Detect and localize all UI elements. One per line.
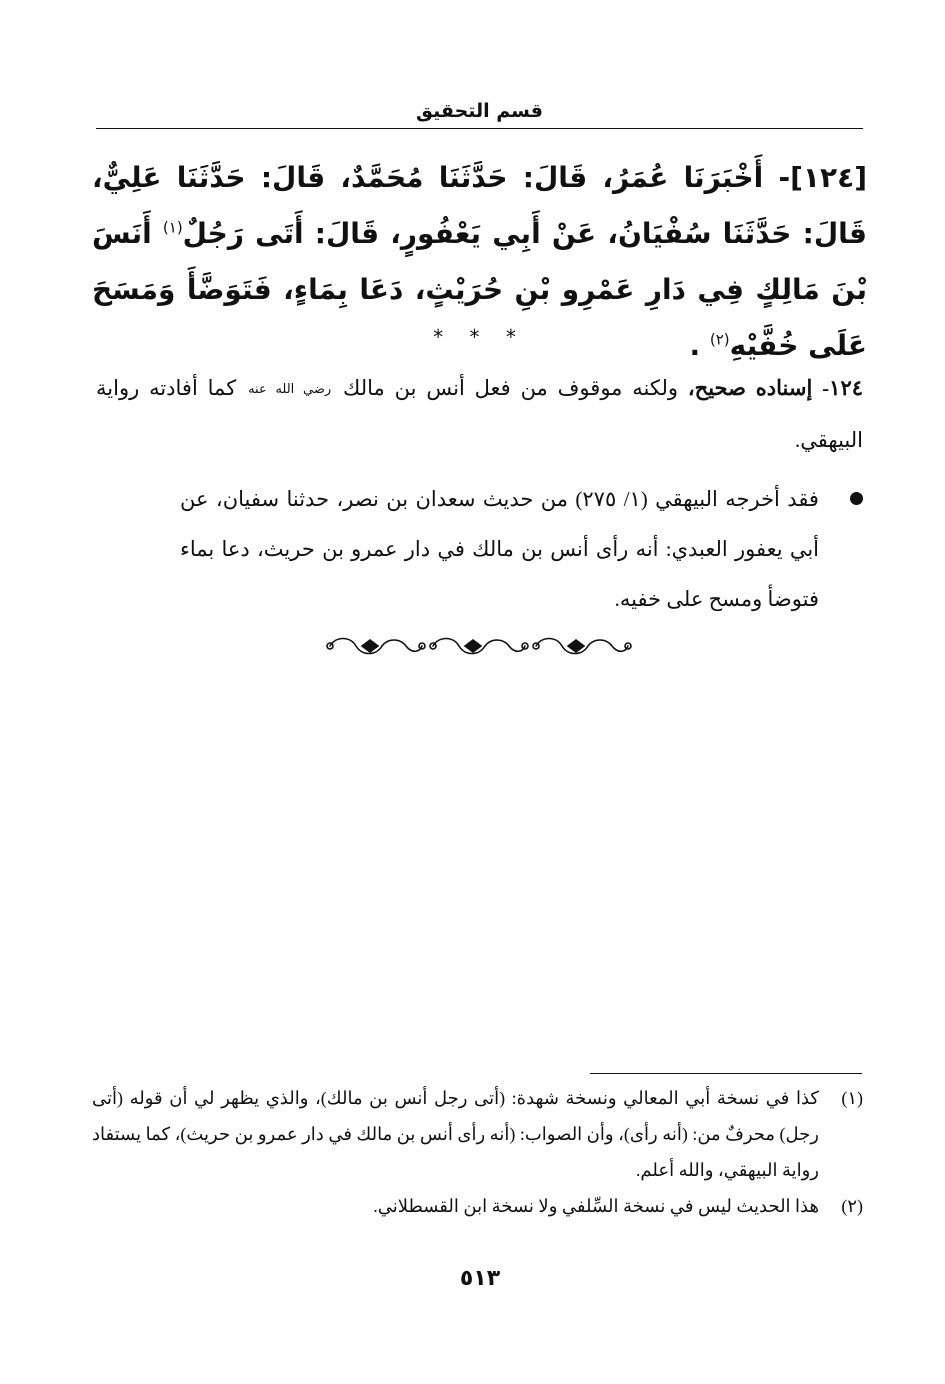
- page-number: ٥١٣: [459, 1266, 501, 1291]
- footnote-1: [92, 1080, 863, 1188]
- commentary-text-part2: كما أفادته رواية البيهقي.: [96, 376, 863, 452]
- honorific-glyph: رضي الله عنه: [248, 382, 332, 397]
- takhrij-text: فقد أخرجه البيهقي (١/ ٢٧٥) من حديث سعدان بن نصر، حدثنا سفيان، عن أبي يعفور العبدي: أنه رأى أنس بن مالك في دار عمرو بن حريث، دعا بماء فتوضأ ومسح على خفيه.: [180, 487, 819, 611]
- header-rule: [96, 128, 863, 129]
- bullet-icon: [850, 492, 863, 505]
- footnote-ref-2[interactable]: (٢): [709, 330, 730, 349]
- commentary-paragraph: [96, 363, 863, 465]
- footnotes: [92, 1080, 863, 1224]
- hadith-text-part1: أَخْبَرَنَا عُمَرُ، قَالَ: حَدَّثَنَا مُحَمَّدٌ، قَالَ: حَدَّثَنَا عَلِيٌّ، قَالَ: حَدَّثَنَا سُفْيَانُ، عَنْ أَبِي يَعْفُورٍ، قَالَ: أَتَى رَجُلٌ: [92, 161, 868, 250]
- hadith-number: [١٢٤]-: [778, 161, 867, 194]
- footnote-text: هذا الحديث ليس في نسخة السِّلفي ولا نسخة ابن القسطلاني.: [373, 1196, 819, 1216]
- takhrij-bullet: [180, 474, 863, 624]
- footnote-text: كذا في نسخة أبي المعالي ونسخة شهدة: (أتى رجل أنس بن مالك)، والذي يظهر لي أن قوله (أتى رجل) محرفٌ من: (أنه رأى)، وأن الصواب: (أنه رأى أنس بن مالك في دار عمرو بن حريث)، كما يستفاد رواية البيهقي، والله أعلم.: [92, 1088, 819, 1180]
- section-separator-stars: * * *: [433, 325, 526, 349]
- hadith-text-part2: أَنَسَ بْنَ مَالِكٍ فِي دَارِ عَمْرِو بْنِ حُرَيْثٍ، دَعَا بِمَاءٍ، فَتَوَضَّأَ وَمَسَحَ عَلَى خُفَّيْهِ: [92, 217, 867, 362]
- footnote-marker: (١): [841, 1088, 863, 1108]
- running-head: قسم التحقيق: [416, 100, 543, 122]
- footnote-marker: (٢): [841, 1196, 863, 1216]
- commentary-text-part1: ولكنه موقوف من فعل أنس بن مالك: [343, 376, 679, 400]
- footnote-rule: [590, 1073, 862, 1074]
- floral-ornament-icon: [322, 628, 632, 664]
- hadith-end-mark: .: [689, 329, 701, 362]
- footnote-2: [92, 1188, 863, 1224]
- footnote-ref-1[interactable]: (١): [162, 218, 183, 237]
- ornament-unit-middle: [430, 639, 528, 654]
- ornament-unit-left: [327, 639, 425, 654]
- commentary-lead: ١٢٤- إسناده صحيح،: [687, 376, 864, 400]
- ornament-unit-right: [533, 639, 631, 654]
